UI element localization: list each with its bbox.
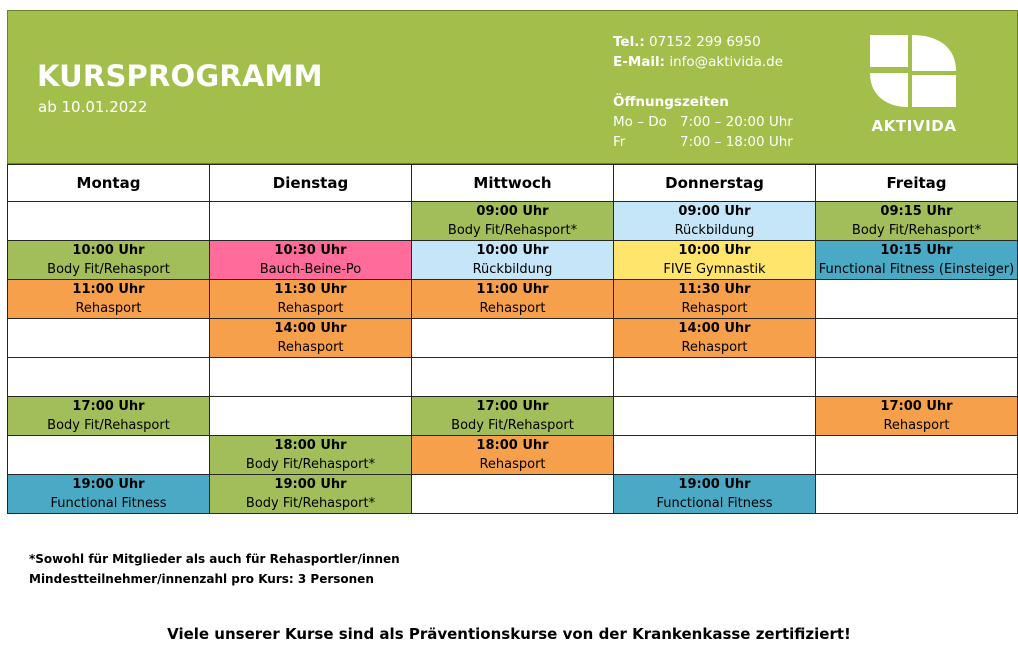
weekday-header: Mittwoch [412,165,614,202]
email-label: E-Mail: [613,54,666,70]
course-time: 19:00 Uhr [72,477,145,492]
course-time: 10:00 Uhr [72,243,145,258]
course-time: 09:00 Uhr [476,204,549,219]
course-cell [412,436,614,475]
course-name: Body Fit/Rehasport* [447,223,578,238]
course-cell [816,241,1018,280]
course-schedule-table [7,164,1018,514]
logo-wordmark: AKTIVIDA [871,117,957,135]
empty-cell [412,358,614,397]
empty-cell [8,436,210,475]
course-time: 10:30 Uhr [274,243,347,258]
course-name: Rehasport [681,340,748,355]
opening-days: Fr [613,134,626,150]
empty-cell [816,358,1018,397]
empty-cell [210,202,412,241]
course-time: 11:00 Uhr [72,282,145,297]
weekday-header: Montag [8,165,210,202]
opening-days: Mo – Do [613,114,667,130]
phone-number[interactable]: 07152 299 6950 [649,34,761,50]
course-name: Rehasport [479,457,546,472]
opening-hours-row [613,112,793,132]
course-name: Rehasport [681,301,748,316]
course-name: Rückbildung [472,262,553,277]
empty-cell [614,436,816,475]
course-cell [614,202,816,241]
weekday-header: Donnerstag [614,165,816,202]
course-cell [210,241,412,280]
course-name: Rückbildung [674,223,755,238]
contact-info [613,32,793,152]
course-time: 17:00 Uhr [476,399,549,414]
course-name: Body Fit/Rehasport [451,418,574,433]
course-time: 19:00 Uhr [678,477,751,492]
schedule-row [8,202,1018,241]
email-row [613,52,793,72]
course-time: 09:15 Uhr [880,204,953,219]
note-line: Mindestteilnehmer/innenzahl pro Kurs: 3 Personen [29,572,374,586]
valid-from-date: ab 10.01.2022 [38,98,148,116]
course-name: Functional Fitness (Einsteiger) [818,262,1015,277]
course-name: Rehasport [277,301,344,316]
course-time: 11:30 Uhr [274,282,347,297]
course-cell [614,280,816,319]
course-cell [412,397,614,436]
empty-cell [412,475,614,514]
course-name: Functional Fitness [656,496,773,511]
course-name: Functional Fitness [50,496,167,511]
email-address[interactable]: info@aktivida.de [669,54,784,70]
course-name: Bauch-Beine-Po [259,262,362,277]
course-time: 14:00 Uhr [678,321,751,336]
course-time: 09:00 Uhr [678,204,751,219]
schedule-row [8,241,1018,280]
course-time: 17:00 Uhr [72,399,145,414]
course-cell [8,241,210,280]
course-name: Rehasport [883,418,950,433]
empty-cell [8,358,210,397]
weekday-header: Freitag [816,165,1018,202]
note-line: *Sowohl für Mitglieder als auch für Rehasportler/innen [29,552,400,566]
phone-row [613,32,793,52]
empty-cell [614,397,816,436]
course-cell [8,280,210,319]
phone-label: Tel.: [613,34,645,50]
empty-cell [8,319,210,358]
notes [29,549,400,589]
course-time: 11:00 Uhr [476,282,549,297]
course-name: Body Fit/Rehasport* [851,223,982,238]
course-cell [210,475,412,514]
weekday-header: Dienstag [210,165,412,202]
course-cell [210,436,412,475]
empty-cell [816,280,1018,319]
empty-cell [210,397,412,436]
course-time: 17:00 Uhr [880,399,953,414]
course-name: Rehasport [277,340,344,355]
empty-cell [210,358,412,397]
course-time: 10:15 Uhr [880,243,953,258]
course-time: 14:00 Uhr [274,321,347,336]
course-cell [412,202,614,241]
course-cell [614,241,816,280]
page-title: KURSPROGRAMM [37,59,323,93]
course-cell [412,241,614,280]
course-time: 18:00 Uhr [476,438,549,453]
course-time: 11:30 Uhr [678,282,751,297]
empty-cell [816,436,1018,475]
course-cell [816,397,1018,436]
course-time: 10:00 Uhr [678,243,751,258]
opening-time: 7:00 – 20:00 Uhr [680,114,793,130]
course-cell [412,280,614,319]
course-name: Rehasport [479,301,546,316]
course-cell [614,475,816,514]
empty-cell [412,319,614,358]
empty-cell [614,358,816,397]
opening-hours-title: Öffnungszeiten [613,94,729,110]
opening-hours-row [613,132,793,152]
course-name: Body Fit/Rehasport [47,418,170,433]
schedule-row [8,475,1018,514]
empty-cell [8,202,210,241]
course-name: Body Fit/Rehasport* [245,457,376,472]
course-time: 10:00 Uhr [476,243,549,258]
course-cell [614,319,816,358]
course-name: Rehasport [75,301,142,316]
aktivida-logo [866,33,962,133]
course-time: 19:00 Uhr [274,477,347,492]
course-cell [8,475,210,514]
course-cell [210,280,412,319]
schedule-row [8,436,1018,475]
course-time: 18:00 Uhr [274,438,347,453]
schedule-row [8,397,1018,436]
schedule-row [8,319,1018,358]
course-name: Body Fit/Rehasport* [245,496,376,511]
weekday-header-row [8,165,1018,202]
schedule-row [8,358,1018,397]
schedule-body [8,202,1018,514]
logo-mark-icon [868,33,958,109]
course-cell [210,319,412,358]
course-name: FIVE Gymnastik [663,262,766,277]
empty-cell [816,475,1018,514]
certification-footer: Viele unserer Kurse sind als Präventionskurse von der Krankenkasse zertifiziert! [167,625,851,643]
header-banner [7,10,1018,164]
course-cell [8,397,210,436]
course-name: Body Fit/Rehasport [47,262,170,277]
course-cell [816,202,1018,241]
empty-cell [816,319,1018,358]
schedule-row [8,280,1018,319]
opening-time: 7:00 – 18:00 Uhr [680,134,793,150]
